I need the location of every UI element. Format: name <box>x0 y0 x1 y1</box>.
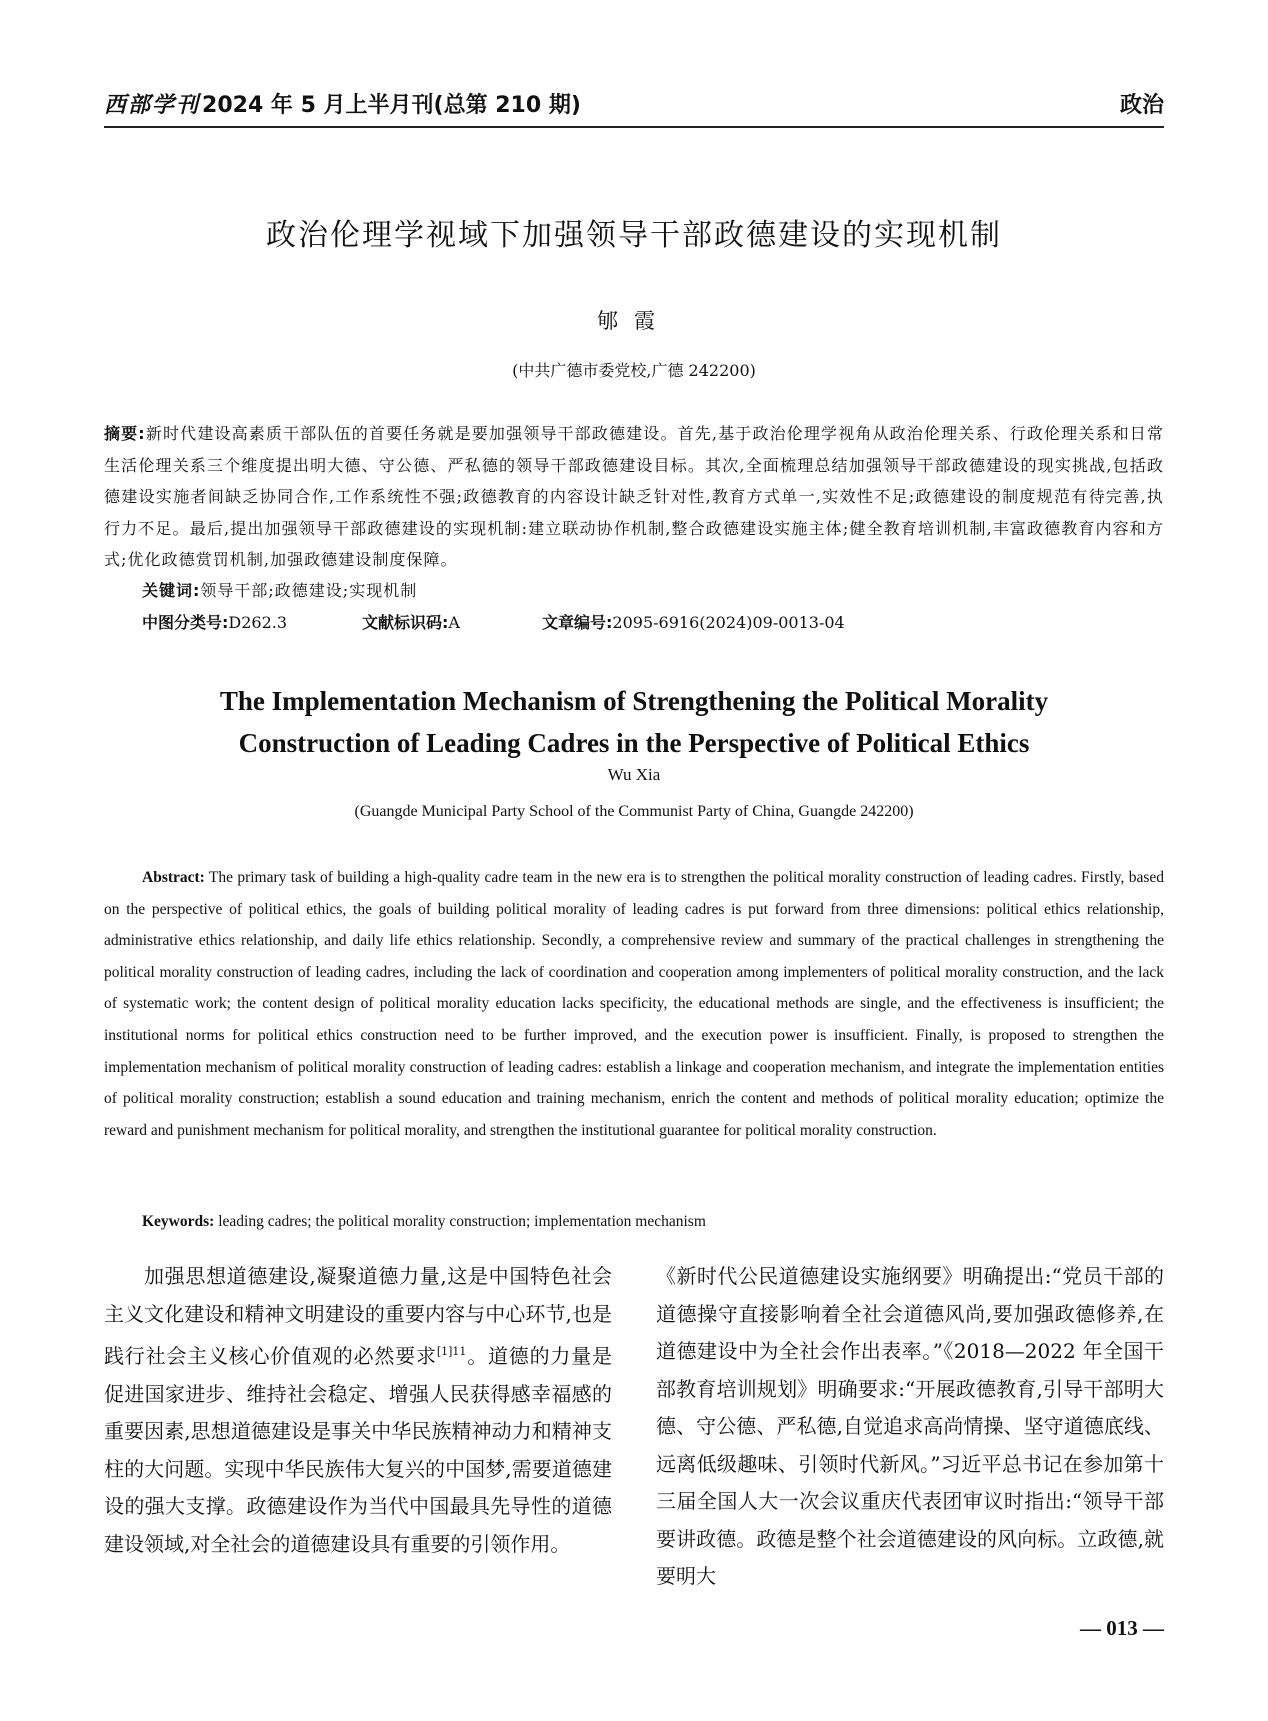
article-number-label: 文章编号: <box>542 613 613 632</box>
doc-code-label: 文献标识码: <box>362 613 449 632</box>
page-number: — 013 — <box>1080 1616 1164 1640</box>
issue-info: 2024 年 5 月上半月刊(总第 210 期) <box>202 93 581 118</box>
article-title-cn: 政治伦理学视域下加强领导干部政德建设的实现机制 <box>266 218 1002 253</box>
article-number <box>542 610 845 633</box>
affiliation-cn: (中共广德市委党校,广德 242200) <box>512 361 756 380</box>
abstract-en-text: The primary task of building a high-quality cadre team in the new era is to strengthen the political morality construction of leading cadres. Firstly, based on the perspective of political ethics, the goals of building political morality of leading cadres is put forward from three dimensions: political ethics relationship, administrative ethics relationship, and daily life ethics relationship. Secondly, a comprehensive review and summary of the practical challenges in strengthening the political morality construction of leading cadres, including the lack of coordination and cooperation among implementers of political morality construction, and the lack of systematic work; the content design of political morality education lacks specificity, the educational methods are single, and the effectiveness is insufficient; the institutional norms for political ethics construction need to be further improved, and the execution power is insufficient. Finally, is proposed to strengthen the implementation mechanism of political morality construction of leading cadres: establish a linkage and cooperation mechanism, and integrate the implementation entities of political morality construction; establish a sound education and training mechanism, enrich the content and methods of political morality education; optimize the reward and punishment mechanism for political morality, and strengthen the institutional guarantee for political morality construction. <box>104 869 1164 1139</box>
keywords-cn <box>142 578 417 601</box>
keywords-en-text: leading cadres; the political morality construction; implementation mechanism <box>218 1213 706 1230</box>
document-code <box>362 610 460 633</box>
body-column-right: 《新时代公民道德建设实施纲要》明确提出:“党员干部的道德操守直接影响着全社会道德风尚,要加强政德修养,在道德建设中为全社会作出表率。”《2018—2022 年全国干部教育培训规划》明确要求:“开展政德教育,引导干部明大德、守公德、严私德,自觉追求高尚情操、坚守道德底线、远离低级趣味、引领时代新风。”习近平总书记在参加第十三届全国人大一次会议重庆代表团审议时指出:“领导干部要讲政德。政德是整个社会道德建设的风向标。立政德,就要明大 <box>656 1264 1164 1588</box>
clc-value: D262.3 <box>228 613 288 632</box>
body-left-part1: 加强思想道德建设,凝聚道德力量,这是中国特色社会主义文化建设和精神文明建设的重要内容与中心环节,也是践行社会主义核心价值观的必然要求 <box>104 1264 612 1368</box>
citation-ref: [1]11 <box>436 1345 467 1358</box>
keywords-en-label: Keywords: <box>142 1213 215 1230</box>
abstract-en-label: Abstract: <box>142 869 205 886</box>
section-label: 政治 <box>1119 93 1164 118</box>
author-cn: 郇霞 <box>597 309 671 333</box>
body-column-left <box>104 1258 612 1563</box>
journal-masthead <box>104 88 581 119</box>
doc-code-value: A <box>448 613 460 632</box>
keywords-cn-label: 关键词: <box>142 581 201 600</box>
journal-logo: 西部学刊 <box>104 92 201 118</box>
title-en-line2: Construction of Leading Cadres in the Perspective of Political Ethics <box>238 728 1030 758</box>
clc-number <box>142 610 287 633</box>
abstract-cn <box>104 418 1164 576</box>
affiliation-en: (Guangde Municipal Party School of the Communist Party of China, Guangde 242200) <box>354 803 914 820</box>
running-header <box>104 88 1164 128</box>
keywords-cn-text: 领导干部;政德建设;实现机制 <box>200 581 418 600</box>
abstract-cn-text: 新时代建设高素质干部队伍的首要任务就是要加强领导干部政德建设。首先,基于政治伦理学视角从政治伦理关系、行政伦理关系和日常生活伦理关系三个维度提出明大德、守公德、严私德的领导干部政德建设目标。其次,全面梳理总结加强领导干部政德建设的现实挑战,包括政德建设实施者间缺乏协同合作,工作系统性不强;政德教育的内容设计缺乏针对性,教育方式单一,实效性不足;政德建设的制度规范有待完善,执行力不足。最后,提出加强领导干部政德建设的实现机制:建立联动协作机制,整合政德建设实施主体;健全教育培训机制,丰富政德教育内容和方式;优化政德赏罚机制,加强政德建设制度保障。 <box>104 424 1164 569</box>
keywords-en <box>142 1213 706 1231</box>
article-title-en <box>104 680 1164 764</box>
article-number-value: 2095-6916(2024)09-0013-04 <box>612 613 845 632</box>
abstract-cn-label: 摘要: <box>104 424 146 443</box>
clc-label: 中图分类号: <box>142 613 229 632</box>
body-left-part2: 。道德的力量是促进国家进步、维持社会稳定、增强人民获得感幸福感的重要因素,思想道德建设是事关中华民族精神动力和精神支柱的大问题。实现中华民族伟大复兴的中国梦,需要道德建设的强大支撑。政德建设作为当代中国最具先导性的道德建设领域,对全社会的道德建设具有重要的引领作用。 <box>104 1344 613 1556</box>
author-en: Wu Xia <box>607 765 661 784</box>
abstract-en <box>104 862 1164 1146</box>
title-en-line1: The Implementation Mechanism of Strengthening the Political Morality <box>219 686 1049 716</box>
